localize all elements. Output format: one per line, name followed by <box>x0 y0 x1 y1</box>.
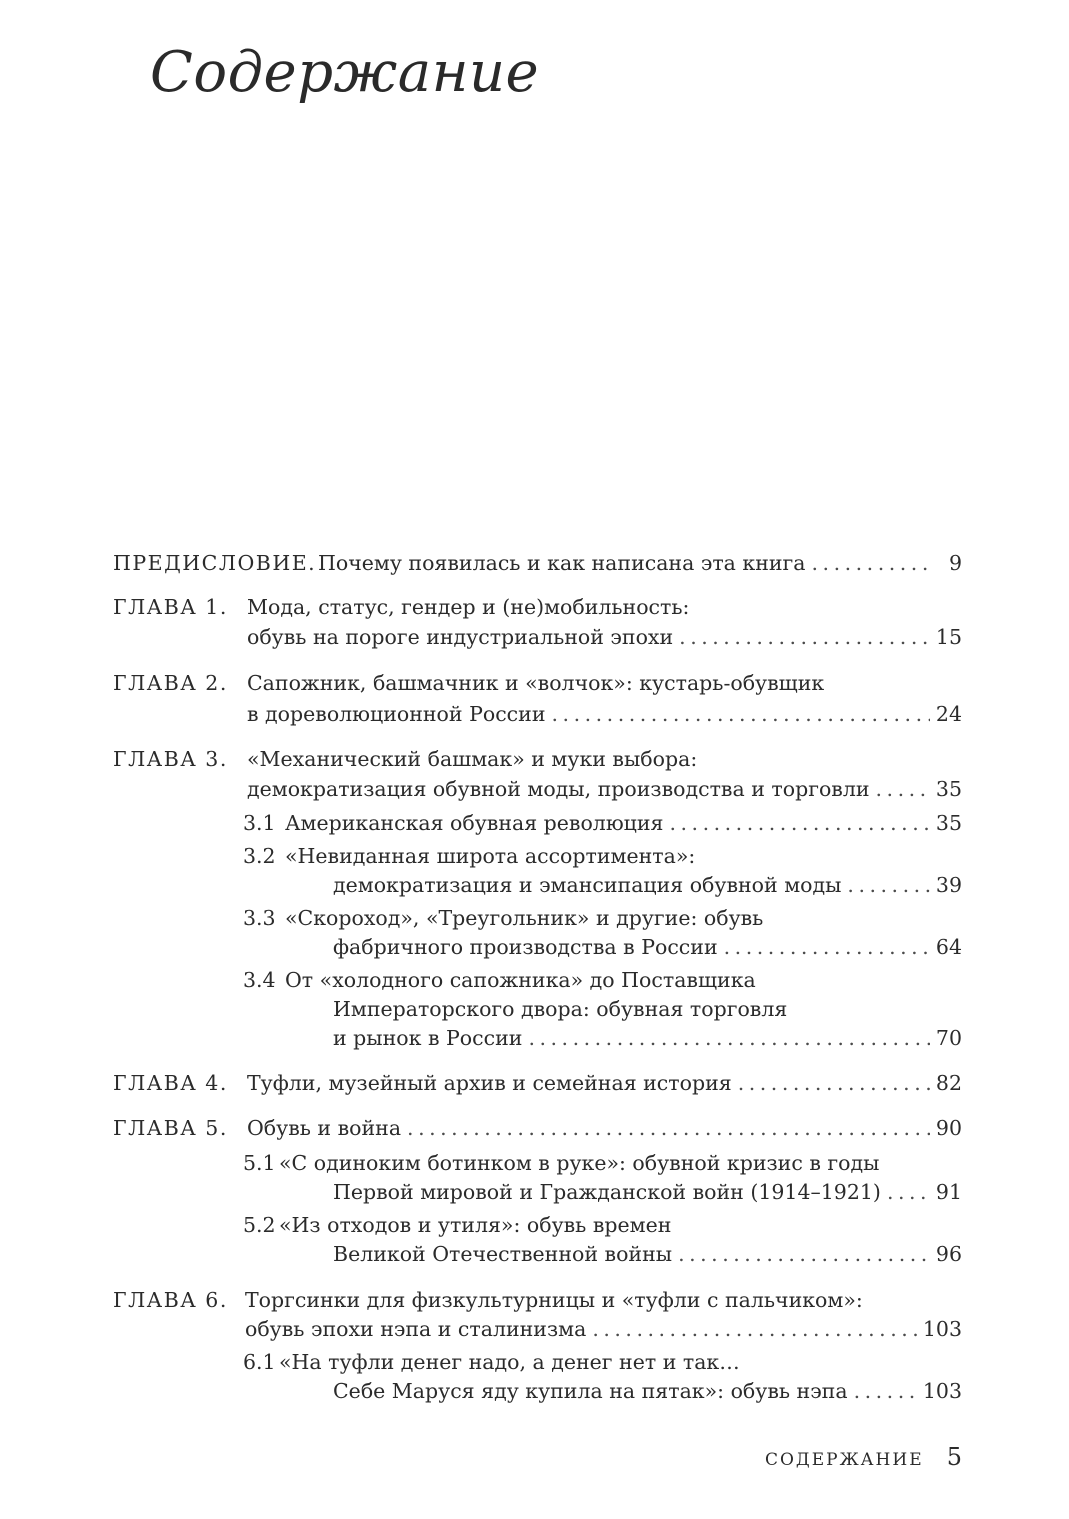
chapter-6-title-line1: Торгсинки для физкультурницы и «туфли с пальчиком»: <box>245 1288 863 1312</box>
leader-dots <box>407 1113 930 1143</box>
section-3-4-title-line2: Императорского двора: обувная торговля <box>333 997 788 1021</box>
section-3-3-number: 3.3 <box>243 906 276 930</box>
section-3-4-title-line1: От «холодного сапожника» до Поставщика <box>285 968 756 992</box>
section-6-1-title-line1: «На туфли денег надо, а денег нет и так… <box>279 1350 740 1374</box>
section-3-3-line <box>333 932 962 962</box>
chapter-1-title-line2: обувь на пороге индустриальной эпохи <box>247 625 674 649</box>
footer-page-number: 5 <box>946 1443 962 1471</box>
leader-dots <box>854 1376 917 1406</box>
chapter-4-line <box>247 1068 962 1098</box>
section-3-4-line <box>333 1023 962 1053</box>
section-3-4-title-line3: и рынок в России <box>333 1026 523 1050</box>
leader-dots <box>669 808 929 838</box>
chapter-4-label: ГЛАВА 4. <box>113 1071 228 1095</box>
chapter-4-page: 82 <box>935 1071 962 1095</box>
chapter-2-title-line1: Сапожник, башмачник и «волчок»: кустарь-обувщик <box>247 671 825 695</box>
preface-title: Почему появилась и как написана эта книга <box>318 551 806 575</box>
chapter-3-title-line2: демократизация обувной моды, производства и торговли <box>247 777 870 801</box>
section-5-1-number: 5.1 <box>243 1151 276 1175</box>
leader-dots <box>887 1177 930 1207</box>
chapter-1-label: ГЛАВА 1. <box>113 595 228 619</box>
footer-section-label: СОДЕРЖАНИЕ <box>764 1450 924 1470</box>
section-3-4-number: 3.4 <box>243 968 276 992</box>
page-title: Содержание <box>150 40 540 105</box>
section-3-2-line <box>333 870 962 900</box>
section-3-3-title-line1: «Скороход», «Треугольник» и другие: обувь <box>285 906 764 930</box>
section-3-2-title-line1: «Невиданная широта ассортимента»: <box>285 844 696 868</box>
chapter-4-title: Туфли, музейный архив и семейная история <box>247 1071 732 1095</box>
section-6-1-line <box>333 1376 962 1406</box>
chapter-1-line <box>247 622 962 652</box>
section-3-1-page: 35 <box>935 811 962 835</box>
preface-line <box>318 548 962 578</box>
section-3-2-page: 39 <box>935 873 962 897</box>
chapter-3-line <box>247 774 962 804</box>
section-3-3-title-line2: фабричного производства в России <box>333 935 718 959</box>
chapter-5-title: Обувь и война <box>247 1116 402 1140</box>
preface-page: 9 <box>948 551 962 575</box>
section-5-2-title-line2: Великой Отечественной войны <box>333 1242 673 1266</box>
leader-dots <box>679 622 930 652</box>
chapter-1-page: 15 <box>935 625 962 649</box>
chapter-2-line <box>247 699 962 729</box>
section-6-1-number: 6.1 <box>243 1350 276 1374</box>
leader-dots <box>592 1314 917 1344</box>
chapter-6-title-line2: обувь эпохи нэпа и сталинизма <box>245 1317 587 1341</box>
leader-dots <box>528 1023 929 1053</box>
section-5-2-page: 96 <box>935 1242 962 1266</box>
section-3-2-title-line2: демократизация и эмансипация обувной моды <box>333 873 842 897</box>
section-5-2-number: 5.2 <box>243 1213 276 1237</box>
section-3-1-title: Американская обувная революция <box>285 811 664 835</box>
chapter-6-label: ГЛАВА 6. <box>113 1288 228 1312</box>
section-5-1-line <box>333 1177 962 1207</box>
chapter-1-title-line1: Мода, статус, гендер и (не)мобильность: <box>247 595 690 619</box>
chapter-5-line <box>247 1113 962 1143</box>
leader-dots <box>876 774 930 804</box>
section-6-1-title-line2: Себе Маруся яду купила на пятак»: обувь нэпа <box>333 1379 848 1403</box>
chapter-6-line <box>245 1314 962 1344</box>
chapter-3-label: ГЛАВА 3. <box>113 747 228 771</box>
chapter-3-page: 35 <box>935 777 962 801</box>
section-5-2-title-line1: «Из отходов и утиля»: обувь времен <box>279 1213 672 1237</box>
leader-dots <box>738 1068 930 1098</box>
section-5-1-title-line1: «С одиноким ботинком в руке»: обувной кризис в годы <box>279 1151 880 1175</box>
section-6-1-page: 103 <box>922 1379 962 1403</box>
chapter-6-page: 103 <box>922 1317 962 1341</box>
section-5-2-line <box>333 1239 962 1269</box>
section-5-1-title-line2: Первой мировой и Гражданской войн (1914–1921) <box>333 1180 881 1204</box>
leader-dots <box>847 870 929 900</box>
chapter-2-page: 24 <box>935 702 962 726</box>
section-5-1-page: 91 <box>935 1180 962 1204</box>
leader-dots <box>724 932 930 962</box>
chapter-5-page: 90 <box>935 1116 962 1140</box>
section-3-3-page: 64 <box>935 935 962 959</box>
leader-dots <box>552 699 930 729</box>
chapter-2-title-line2: в дореволюционной России <box>247 702 546 726</box>
leader-dots <box>812 548 933 578</box>
preface-label: ПРЕДИСЛОВИЕ. <box>113 551 317 575</box>
chapter-3-title-line1: «Механический башмак» и муки выбора: <box>247 747 698 771</box>
section-3-2-number: 3.2 <box>243 844 276 868</box>
section-3-4-page: 70 <box>935 1026 962 1050</box>
page-footer <box>765 1440 962 1474</box>
chapter-2-label: ГЛАВА 2. <box>113 671 228 695</box>
leader-dots <box>678 1239 930 1269</box>
chapter-5-label: ГЛАВА 5. <box>113 1116 228 1140</box>
section-3-1-number: 3.1 <box>243 811 276 835</box>
section-3-1-line <box>285 808 962 838</box>
